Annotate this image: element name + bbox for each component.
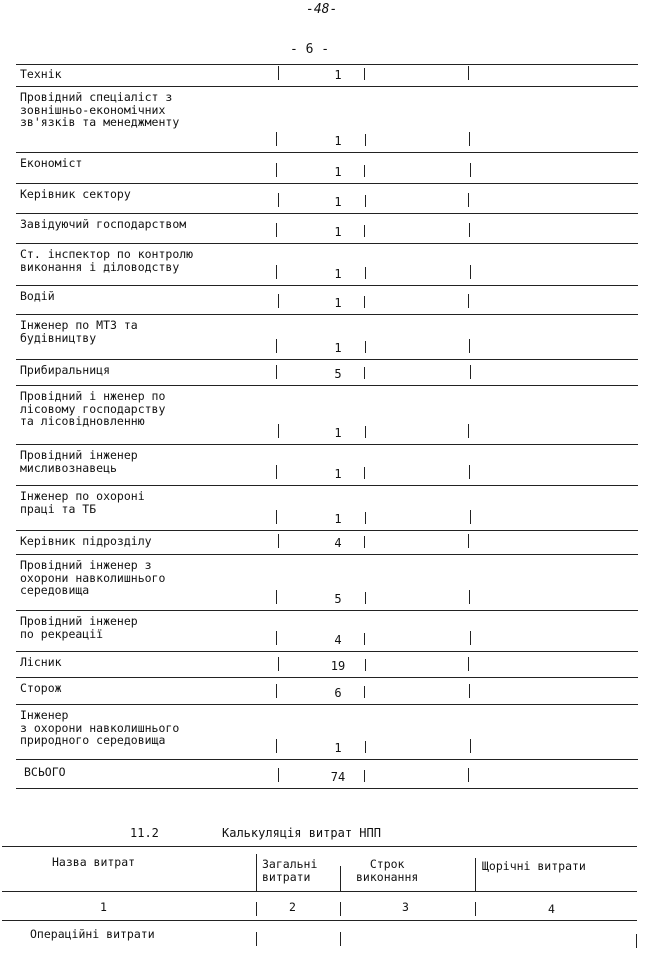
staff-row: [16, 286, 638, 315]
staff-col-divider: [364, 770, 365, 782]
staff-col-divider: [364, 686, 365, 698]
staff-position-name: Економіст: [20, 156, 83, 170]
staff-position-name: Лісник: [20, 655, 62, 669]
costs-colnum-1: 1: [100, 900, 107, 914]
staff-col-divider: [364, 165, 365, 177]
staff-row: [16, 705, 638, 760]
staff-col-divider: [364, 68, 365, 80]
staff-row: [16, 360, 638, 386]
staff-col-divider: [470, 365, 471, 379]
staff-position-name: Провідний інженер з охорони навколишнього середовища: [20, 558, 166, 597]
staff-col-divider: [364, 225, 365, 237]
staff-count: 19: [330, 659, 346, 673]
staff-col-divider: [278, 66, 279, 80]
staff-count: 1: [334, 512, 342, 526]
staff-row: [16, 87, 638, 153]
staff-position-name: Завідуючий господарством: [20, 217, 187, 231]
staff-count: 1: [334, 467, 342, 481]
staff-row: [16, 486, 638, 531]
staff-col-divider: [276, 510, 277, 524]
staff-col-divider: [468, 768, 469, 782]
staff-position-name: Інженер з охорони навколишнього природного середовища: [20, 708, 180, 747]
staff-row: [16, 445, 638, 486]
staff-col-divider: [470, 631, 471, 645]
staff-position-name: Технік: [20, 67, 62, 81]
staff-col-divider: [276, 365, 277, 379]
staff-count: 5: [334, 592, 342, 606]
staff-row: [16, 64, 638, 87]
staff-position-name: Інженер по охороні праці та ТБ: [20, 489, 145, 516]
staff-row: [16, 760, 638, 789]
staff-col-divider: [278, 768, 279, 782]
costs-col-divider: [256, 902, 257, 916]
staff-row: [16, 184, 638, 214]
staff-col-divider: [470, 510, 471, 524]
staff-position-name: Керівник сектору: [20, 187, 131, 201]
staff-col-divider: [276, 339, 277, 353]
staff-col-divider: [468, 294, 469, 308]
costs-header-annual: Щорічні витрати: [482, 859, 586, 873]
costs-row-operational: Операційні витрати: [30, 927, 155, 941]
staff-row: [16, 214, 638, 244]
staff-row: [16, 244, 638, 286]
costs-table-header-border: [2, 891, 637, 892]
staff-col-divider: [365, 195, 366, 207]
staff-row: [16, 652, 638, 678]
section-title: Калькуляція витрат НПП: [222, 826, 381, 840]
staff-col-divider: [468, 424, 469, 438]
staff-col-divider: [365, 134, 366, 146]
staff-col-divider: [364, 467, 365, 479]
staff-col-divider: [365, 659, 366, 671]
staff-count: 6: [334, 686, 342, 700]
staff-row: [16, 386, 638, 445]
costs-header-term: Строк виконання: [356, 857, 419, 884]
staff-col-divider: [468, 66, 469, 80]
costs-col-divider: [475, 902, 476, 916]
staff-count: 4: [334, 633, 342, 647]
staff-position-name: Прибиральниця: [20, 363, 111, 377]
staff-position-name: Провідний і нженер по лісовому господарству та лісовідновленню: [20, 389, 166, 428]
staff-col-divider: [364, 536, 365, 548]
staff-col-divider: [365, 426, 366, 438]
staff-row: [16, 555, 638, 611]
staff-col-divider: [276, 590, 277, 604]
staff-count: 1: [334, 741, 342, 755]
staff-col-divider: [469, 465, 470, 479]
staff-col-divider: [470, 739, 471, 753]
staff-row: [16, 678, 638, 705]
staff-col-divider: [364, 296, 365, 308]
staff-col-divider: [276, 223, 277, 237]
staff-col-divider: [276, 465, 277, 479]
staff-position-name: Водій: [20, 289, 55, 303]
costs-header-total: Загальні витрати: [262, 857, 318, 884]
costs-table-top-border: [2, 846, 637, 847]
staff-col-divider: [364, 633, 365, 645]
staff-count: 1: [334, 68, 342, 82]
staff-position-name: Сторож: [20, 681, 62, 695]
staff-position-name: Інженер по МТЗ та будівництву: [20, 318, 138, 345]
staff-col-divider: [468, 193, 469, 207]
costs-col-divider: [340, 902, 341, 916]
staff-table: [16, 64, 638, 789]
staff-count: 1: [334, 225, 342, 239]
staff-col-divider: [278, 294, 279, 308]
staff-col-divider: [276, 684, 277, 698]
costs-colnum-4: 4: [548, 902, 555, 916]
staff-position-name: ВСЬОГО: [24, 765, 66, 779]
staff-row: [16, 611, 638, 652]
staff-row: [16, 153, 638, 184]
costs-colnum-3: 3: [402, 900, 409, 914]
costs-table-numbers-border: [2, 920, 637, 921]
staff-col-divider: [276, 265, 277, 279]
staff-col-divider: [468, 657, 469, 671]
staff-col-divider: [469, 223, 470, 237]
staff-position-name: Провідний інженер по рекреації: [20, 614, 138, 641]
staff-col-divider: [276, 132, 277, 146]
staff-col-divider: [364, 367, 365, 379]
staff-count: 1: [334, 195, 342, 209]
staff-col-divider: [470, 265, 471, 279]
staff-col-divider: [276, 631, 277, 645]
staff-row: [16, 315, 638, 360]
staff-count: 5: [334, 367, 342, 381]
staff-col-divider: [470, 163, 471, 177]
staff-col-divider: [468, 534, 469, 548]
staff-col-divider: [469, 684, 470, 698]
staff-row: [16, 531, 638, 555]
staff-col-divider: [365, 267, 366, 279]
staff-col-divider: [278, 534, 279, 548]
staff-col-divider: [365, 741, 366, 753]
staff-col-divider: [469, 132, 470, 146]
staff-count: 1: [334, 267, 342, 281]
costs-colnum-2: 2: [289, 900, 296, 914]
staff-col-divider: [276, 163, 277, 177]
staff-col-divider: [365, 592, 366, 604]
staff-col-divider: [278, 657, 279, 671]
costs-col-divider: [340, 932, 341, 946]
staff-count: 1: [334, 426, 342, 440]
costs-col-divider: [256, 854, 257, 892]
staff-col-divider: [365, 512, 366, 524]
staff-col-divider: [469, 339, 470, 353]
staff-count: 1: [334, 341, 342, 355]
staff-col-divider: [278, 424, 279, 438]
costs-col-divider: [256, 932, 257, 946]
costs-col-divider: [475, 858, 476, 892]
staff-position-name: Керівник підрозділу: [20, 534, 152, 548]
staff-position-name: Провідний спеціаліст з зовнішньо-економічних зв'язків та менеджменту: [20, 90, 180, 129]
staff-count: 1: [334, 296, 342, 310]
staff-position-name: Ст. інспектор по контролю виконання і діловодству: [20, 247, 194, 274]
section-number: 11.2: [130, 826, 159, 840]
costs-col-divider: [340, 866, 341, 892]
page-number: - 6 -: [290, 42, 330, 57]
staff-count: 1: [334, 165, 342, 179]
costs-col-divider: [636, 934, 637, 948]
staff-col-divider: [278, 193, 279, 207]
staff-count: 74: [330, 770, 346, 784]
staff-count: 1: [334, 134, 342, 148]
staff-count: 4: [334, 536, 342, 550]
costs-header-name: Назва витрат: [52, 855, 136, 869]
staff-col-divider: [365, 341, 366, 353]
staff-position-name: Провідний інженер мисливознавець: [20, 448, 138, 475]
staff-col-divider: [276, 739, 277, 753]
staff-col-divider: [469, 590, 470, 604]
top-page-mark: -48-: [306, 2, 338, 17]
